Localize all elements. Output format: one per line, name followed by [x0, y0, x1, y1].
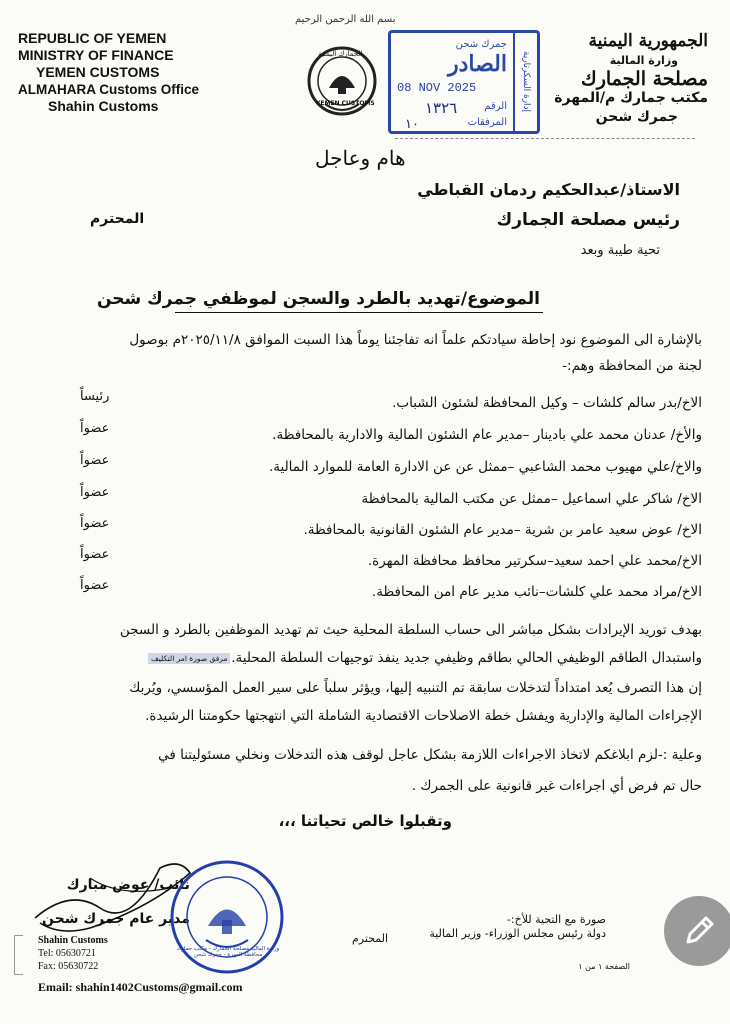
header-english	[18, 30, 199, 115]
pencil-icon	[682, 914, 716, 948]
header-en-line: YEMEN CUSTOMS	[36, 64, 160, 80]
outgoing-stamp	[388, 30, 540, 134]
header-ar-line: الجمهورية اليمنية	[588, 31, 708, 51]
member-role: عضواً	[80, 516, 110, 531]
stamp-office: جمرك شحن	[455, 39, 507, 50]
body-paragraph: بالإشارة الى الموضوع نود إحاطة سيادتكم علماً انه تفاجئنا يوماً هذا السبت الموافق ٢٠٢٥/١١/٨م بوصول	[129, 332, 702, 348]
header-en-line: MINISTRY OF FINANCE	[18, 47, 174, 63]
cc-line: صورة مع التحية للأخ:-	[506, 913, 606, 926]
cc-block	[429, 913, 606, 941]
header-arabic	[554, 32, 708, 127]
member-role: عضواً	[80, 547, 110, 562]
closing-line: وتقبلوا خالص تحياتنا ،،،	[278, 812, 452, 830]
recipient-title: رئيس مصلحة الجمارك	[496, 210, 680, 230]
stamp-outgoing: الصادر	[447, 51, 507, 77]
committee-member: والاخ/علي مهيوب محمد الشاعبي –ممثل عن عن الادارة العامة للموارد المالية.	[268, 459, 702, 475]
signatory-title: مدير عام جمرك شحن	[42, 911, 190, 927]
header-en-line: ALMAHARA Customs Office	[18, 82, 200, 97]
contact-email: Email: shahin1402Customs@gmail.com	[38, 980, 243, 994]
header-ar-line: جمرك شحن	[595, 109, 678, 125]
stamp-date: 08 NOV 2025	[397, 81, 477, 95]
stamp-side-label: إدارة السكرتارية	[513, 33, 537, 131]
committee-member: الاخ/محمد علي احمد سعيد–سكرتير محافظ محافظة المهرة.	[367, 553, 702, 569]
emblem-label-ar: الجمارك اليمنية	[318, 50, 363, 58]
recipient-name: الاستاذ/عبدالحكيم ردمان القباطي	[417, 180, 680, 199]
stamp-attachments-label: المرفقات	[467, 117, 507, 128]
bismillah: بسم الله الرحمن الرحيم	[295, 14, 396, 25]
signatory-name: نائب/ عوض مبارك	[66, 877, 190, 893]
subject-line: الموضوع/تهديد بالطرد والسجن لموظفي جمرك شحن	[97, 289, 540, 309]
committee-member: الاخ/ عوض سعيد عامر بن شرية –مدير عام الشئون القانونية بالمحافظة.	[303, 522, 702, 538]
seal-text: وزارة المالية مصلحة الجمارك - مكتب جمارك محافظة المهرة - جمرك شحن	[176, 946, 280, 958]
committee-member: الاخ/بدر سالم كلشات – وكيل المحافظة لشئون الشباب.	[392, 395, 702, 411]
stamp-attachments: ١٠	[405, 117, 419, 132]
contact-tel: Tel: 05630721	[38, 948, 96, 959]
official-seal-icon	[168, 858, 286, 976]
attachment-note: مرفق صورة امر التكليف	[148, 653, 230, 664]
header-en-line: REPUBLIC OF YEMEN	[18, 30, 167, 46]
body-paragraph: لجنة من المحافظة وهم:-	[562, 358, 702, 374]
greeting: تحية طيبة وبعد	[580, 243, 660, 258]
header-divider	[395, 138, 695, 139]
body-paragraph: وعلية :-لزم ابلاغكم لاتخاذ الاجراءات اللازمة بشكل عاجل لوقف هذه التدخلات ونخلي مسئوليتنا في	[158, 747, 702, 763]
member-role: عضواً	[80, 453, 110, 468]
subject-underline	[175, 312, 543, 313]
committee-member: والأخ/ عدنان محمد علي بادينار –مدير عام الشئون المالية والادارية بالمحافظة.	[272, 427, 702, 443]
urgent-label: هام وعاجل	[315, 146, 406, 170]
body-paragraph: بهدف توريد الإيرادات بشكل مباشر الى حساب السلطة المحلية حيث تم تهديد الموظفين بالطرد و السجن	[119, 622, 702, 638]
stamp-number: ١٣٢٦	[425, 99, 458, 117]
header-en-line: Shahin Customs	[48, 98, 159, 114]
body-paragraph: واستبدال الطاقم الوظيفي الحالي بطاقم وظيفي جديد ينفذ توجيهات السلطة المحلية.	[231, 650, 702, 666]
cc-respect: المحترم	[352, 932, 389, 945]
edit-button[interactable]	[664, 896, 730, 966]
header-ar-line: مصلحة الجمارك	[581, 68, 708, 90]
body-paragraph: إن هذا التصرف يُعد امتداداً لتدخلات سابقة تم التنبيه إليها، ويؤثر سلباً على سير العمل المؤسسي، ويُربك	[129, 680, 702, 696]
contact-fax: Fax: 05630722	[38, 961, 99, 972]
cc-line: دولة رئيس مجلس الوزراء- وزير المالية	[429, 927, 606, 940]
committee-member: الاخ/مراد محمد علي كلشات–نائب مدير عام امن المحافظة.	[371, 584, 702, 600]
contact-block	[38, 934, 108, 973]
committee-member: الاخ/ شاكر علي اسماعيل –ممثل عن مكتب المالية بالمحافظة	[361, 491, 702, 507]
header-ar-line: مكتب جمارك م/المهرة	[554, 90, 708, 106]
page-number: الصفحة ١ من ١	[578, 962, 630, 971]
member-role: عضواً	[80, 421, 110, 436]
margin-bracket	[14, 935, 23, 975]
member-role: عضواً	[80, 485, 110, 500]
emblem-label: YEMEN CUSTOMS	[316, 100, 375, 107]
body-paragraph: الإجراءات المالية والإدارية ويفشل خطة الاصلاحات الاقتصادية الشاملة التي انتهجتها حكومتنا الرشيدة.	[145, 708, 702, 724]
header-ar-line: وزارة المالية	[609, 54, 678, 67]
member-role: عضواً	[80, 578, 110, 593]
body-paragraph: حال تم فرض أي اجراءات غير قانونية على الجمرك .	[411, 778, 702, 794]
recipient-respect: المحترم	[90, 211, 145, 227]
member-role: رئيساً	[80, 389, 110, 404]
contact-org: Shahin Customs	[38, 935, 108, 946]
stamp-number-label: الرقم	[484, 101, 507, 112]
